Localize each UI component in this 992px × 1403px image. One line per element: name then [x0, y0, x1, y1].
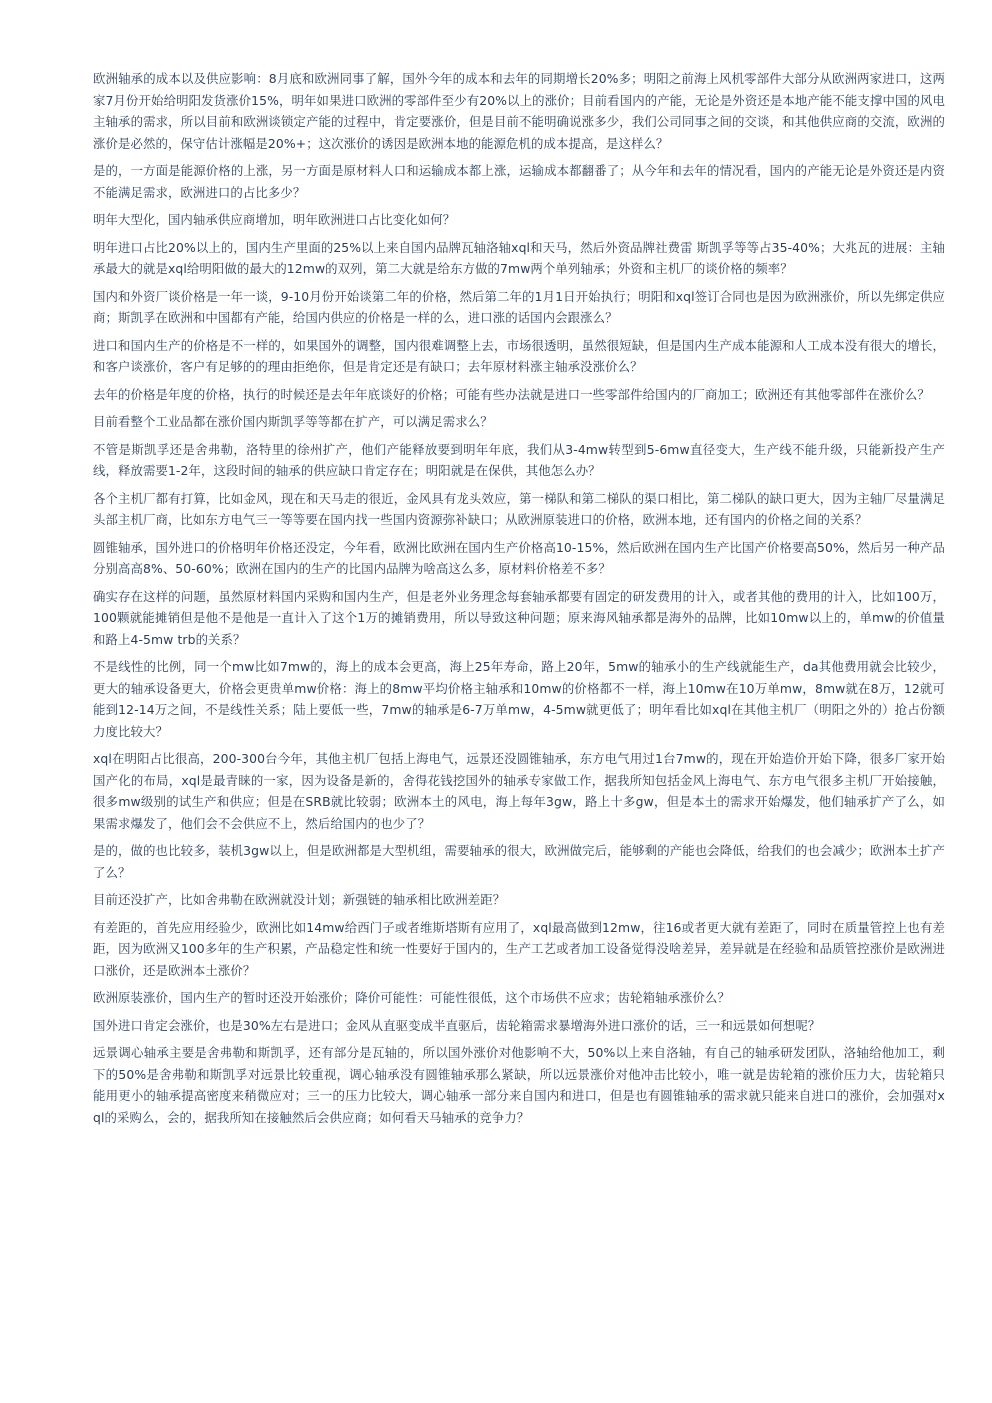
paragraph-13: 不是线性的比例，同一个mw比如7mw的，海上的成本会更高，海上25年寿命，路上20年，5mw的轴承小的生产线就能生产，da其他费用就会比较少，更大的轴承设备更大，价格会更贵单mw价格：海上的8mw平均价格主轴承和10mw的价格都不一样，海上10mw在10万单mw，8mw就在8万，12就可能到12-14万之间，不是线性关系；陆上要低一些，7mw的轴承是6-7万单mw，4-5mw就更低了；明年看比如xql在其他主机厂（明阳之外的）抢占份额力度比较大？ — [93, 659, 945, 739]
paragraph-6: 进口和国内生产的价格是不一样的，如果国外的调整，国内很难调整上去，市场很透明，虽然很短缺，但是国内生产成本能源和人工成本没有很大的增长，和客户谈涨价，客户有足够的的理由拒绝你，但是肯定还是有缺口；去年原材料涨主轴承没涨价么？ — [93, 337, 945, 374]
paragraph-10: 各个主机厂都有打算，比如金风，现在和天马走的很近，金风具有龙头效应，第一梯队和第二梯队的渠口相比，第二梯队的缺口更大，因为主轴厂尽量满足头部主机厂商，比如东方电气三一等等要在国内找一些国内资源弥补缺口；从欧洲原装进口的价格，欧洲本地，还有国内的价格之间的关系？ — [93, 490, 945, 527]
paragraph-5: 国内和外资厂谈价格是一年一谈，9-10月份开始谈第二年的价格，然后第二年的1月1日开始执行；明阳和xql签订合同也是因为欧洲涨价，所以先绑定供应商；斯凯孚在欧洲和中国都有产能，给国内供应的价格是一样的么，进口涨的话国内会跟涨么？ — [93, 288, 945, 325]
paragraph-11: 圆锥轴承，国外进口的价格明年价格还没定，今年看，欧洲比欧洲在国内生产价格高10-15%，然后欧洲在国内生产比国产价格要高50%，然后另一种产品分别高高8%、50-60%；欧洲在国内的生产的比国内品牌为啥高这么多，原材料价格差不多？ — [93, 539, 945, 576]
paragraph-8: 目前看整个工业品都在涨价国内斯凯孚等等都在扩产，可以满足需求么？ — [93, 414, 493, 429]
paragraph-16: 目前还没扩产，比如舍弗勒在欧洲就没计划；新强链的轴承相比欧洲差距？ — [93, 892, 506, 907]
paragraph-3: 明年大型化，国内轴承供应商增加，明年欧洲进口占比变化如何？ — [93, 212, 456, 227]
paragraph-9: 不管是斯凯孚还是舍弗勒，洛特里的徐州扩产，他们产能释放要到明年年底，我们从3-4mw转型到5-6mw直径变大，生产线不能升级，只能新投产生产线，释放需要1-2年，这段时间的轴承的供应缺口肯定存在；明阳就是在保供，其他怎么办？ — [93, 441, 945, 478]
paragraph-17: 有差距的，首先应用经验少，欧洲比如14mw给西门子或者维斯塔斯有应用了，xql最高做到12mw，往16或者更大就有差距了，同时在质量管控上也有差距，因为欧洲又100多年的生产积累，产品稳定性和统一性要好于国内的，生产工艺或者加工设备觉得没啥差异，差异就是在经验和品质管控涨价是欧洲进口涨价，还是欧洲本土涨价？ — [93, 919, 945, 978]
paragraph-2: 是的，一方面是能源价格的上涨，另一方面是原材料人口和运输成本都上涨，运输成本都翻番了；从今年和去年的情况看，国内的产能无论是外资还是内资不能满足需求，欧洲进口的占比多少？ — [93, 163, 945, 200]
paragraph-14: xql在明阳占比很高，200-300台今年，其他主机厂包括上海电气，远景还没圆锥轴承，东方电气用过1台7mw的，现在开始造价开始下降，很多厂家开始国产化的布局，xql是最青睐的一家，因为设备是新的，舍得花钱挖国外的轴承专家做工作，据我所知包括金风上海电气、东方电气很多主机厂开始接触，很多mw级别的试生产和供应；但是在SRB就比较弱；欧洲本土的风电，海上每年3gw，路上十多gw，但是本土的需求开始爆发，他们轴承扩产了么，如果需求爆发了，他们会不会供应不上，然后给国内的也少了？ — [93, 751, 945, 831]
paragraph-7: 去年的价格是年度的价格，执行的时候还是去年年底谈好的价格；可能有些办法就是进口一些零部件给国内的厂商加工；欧洲还有其他零部件在涨价么？ — [93, 386, 930, 402]
paragraph-20: 远景调心轴承主要是舍弗勒和斯凯孚，还有部分是瓦轴的，所以国外涨价对他影响不大，50%以上来自洛轴，有自己的轴承研发团队，洛轴给他加工，剩下的50%是舍弗勒和斯凯孚对远景比较重视，调心轴承没有圆锥轴承那么紧缺，所以远景涨价对他冲击比较小，唯一就是齿轮箱的涨价压力大，齿轮箱只能用更小的轴承提高密度来稍微应对；三一的压力比较大，调心轴承一部分来自国内和进口，但是也有圆锥轴承的需求就只能来自进口的涨价，会加强对xql的采购么，会的，据我所知在接触然后会供应商；如何看天马轴承的竞争力？ — [93, 1045, 945, 1125]
paragraph-1: 欧洲轴承的成本以及供应影响：8月底和欧洲同事了解，国外今年的成本和去年的同期增长20%多；明阳之前海上风机零部件大部分从欧洲两家进口，这两家7月份开始给明阳发货涨价15%，明年如果进口欧洲的零部件至少有20%以上的涨价；目前看国内的产能，无论是外资还是本地产能不能支撑中国的风电主轴承的需求，所以目前和欧洲谈锁定产能的过程中，肯定要涨价，但是目前不能明确说涨多少，我们公司同事之间的交谈，和其他供应商的交流，欧洲的涨价是必然的，保守估计涨幅是20%+；这次涨价的诱因是欧洲本地的能源危机的成本提高，是这样么？ — [93, 71, 945, 151]
paragraph-15: 是的，做的也比较多，装机3gw以上，但是欧洲都是大型机组，需要轴承的很大，欧洲做完后，能够剩的产能也会降低，给我们的也会减少；欧洲本土扩产了么？ — [93, 843, 945, 880]
paragraph-4: 明年进口占比20%以上的，国内生产里面的25%以上来自国内品牌瓦轴洛轴xql和天马，然后外资品牌社费雷 斯凯孚等等占35-40%；大兆瓦的进展：主轴承最大的就是xql给明阳做的最大的12mw的双列，第二大就是给东方做的7mw两个单列轴承；外资和主机厂的谈价格的频率？ — [93, 239, 945, 276]
paragraph-12: 确实存在这样的问题，虽然原材料国内采购和国内生产，但是老外业务理念每套轴承都要有固定的研发费用的计入，或者其他的费用的计入，比如100万，100颗就能摊销但是他不是他是一直计入了这个1万的摊销费用，所以导致这种问题；原来海风轴承都是海外的品牌，比如10mw以上的，单mw的价值量和路上4-5mw trb的关系？ — [93, 588, 945, 647]
document-body — [93, 68, 945, 1134]
paragraph-19: 国外进口肯定会涨价，也是30%左右是进口；金风从直驱变成半直驱后，齿轮箱需求暴增海外进口涨价的话，三一和远景如何想呢？ — [93, 1017, 821, 1033]
paragraph-18: 欧洲原装涨价，国内生产的暂时还没开始涨价；降价可能性：可能性很低，这个市场供不应求；齿轮箱轴承涨价么？ — [93, 990, 731, 1005]
